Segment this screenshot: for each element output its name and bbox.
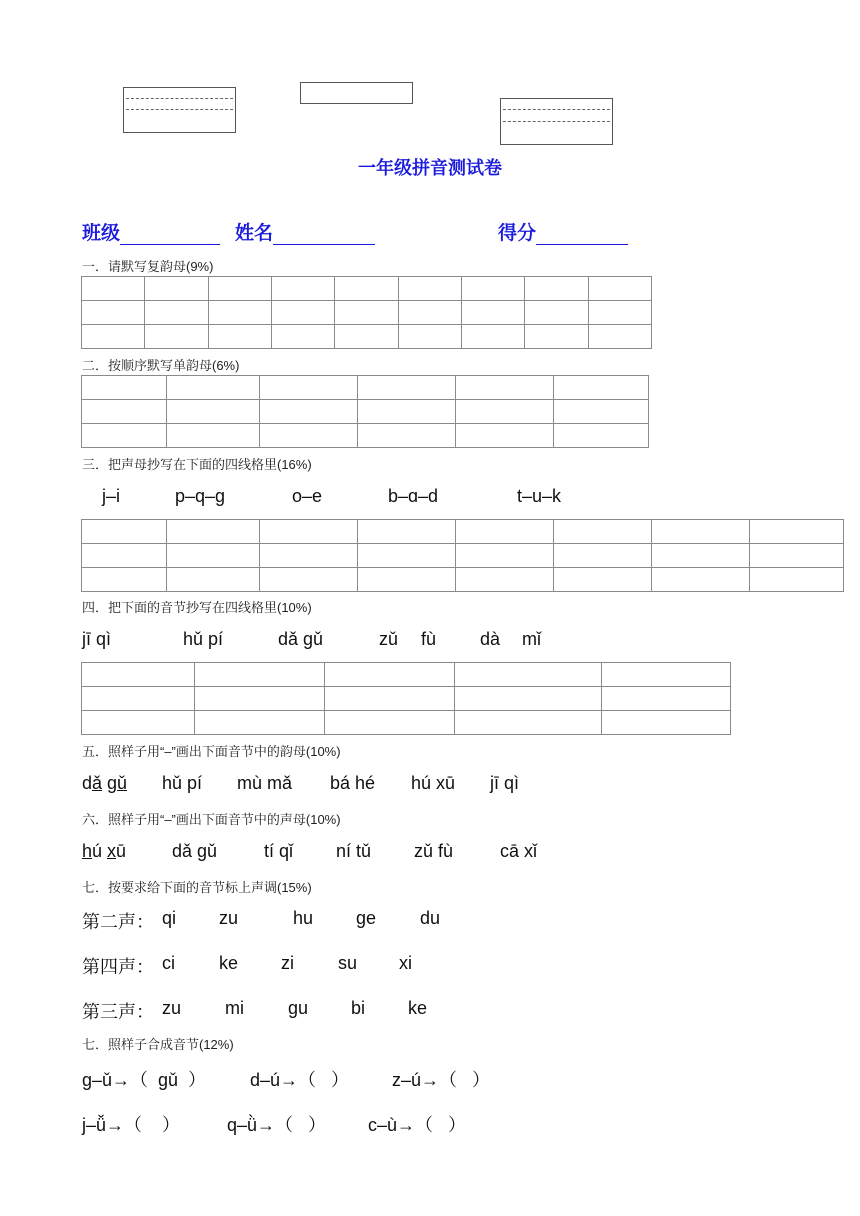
section-4-grid[interactable] [81, 662, 731, 735]
combine-item: q–ǜ→（ ） [227, 1115, 327, 1135]
syllable-item: bi [351, 998, 366, 1018]
syllable-item: jī qì [82, 629, 112, 649]
syllable-item: mi [225, 998, 244, 1018]
syllable-item: fù [421, 629, 437, 649]
syllable-item: hǔ pí [162, 773, 203, 793]
syllable-item: zi [281, 953, 294, 973]
syllable-item: ní tǔ [336, 841, 372, 861]
syllable-item: dà [480, 629, 501, 649]
section-1-heading: 一．请默写复韵母(9%) [82, 259, 214, 274]
page-title: 一年级拼音测试卷 [358, 158, 502, 178]
syllable-item: dǎ gǔ [172, 841, 218, 861]
combine-item: c–ù→（ ） [368, 1115, 467, 1135]
syllable-item: gu [288, 998, 309, 1018]
name-label: 姓名 [235, 223, 274, 244]
syllable-item: zǔ fù [414, 841, 454, 861]
section-6-heading: 六．照样子用“–”画出下面音节中的声母(10%) [82, 812, 341, 827]
blank-box-middle [300, 82, 413, 104]
combine-item: g–ǔ→（ gǔ ） [82, 1070, 207, 1090]
syllable-item: ke [219, 953, 239, 973]
tone-label: 第三声： [82, 1002, 154, 1022]
section-7-heading: 七．按要求给下面的音节标上声调(15%) [82, 880, 312, 895]
letters-item: o–e [292, 486, 323, 506]
section-5-heading: 五．照样子用“–”画出下面音节中的韵母(10%) [82, 744, 341, 759]
letters-item: j–i [102, 486, 121, 506]
section-3-heading: 三．把声母抄写在下面的四线格里(16%) [82, 457, 312, 472]
combine-item: z–ú→（ ） [392, 1070, 491, 1090]
section-1-grid[interactable] [81, 276, 652, 349]
combine-item: j–ǚ→（ ） [82, 1115, 181, 1135]
syllable-item: ke [408, 998, 428, 1018]
syllable-item: bá hé [330, 773, 376, 793]
syllable-item: ge [356, 908, 377, 928]
score-label: 得分 [498, 223, 537, 244]
syllable-item: zu [219, 908, 239, 928]
tone-label: 第四声： [82, 957, 154, 977]
four-line-box-right [500, 98, 613, 145]
class-field[interactable] [82, 218, 220, 245]
example-item: hú xū [82, 841, 127, 861]
syllable-item: zu [162, 998, 182, 1018]
syllable-item: cā xǐ [500, 841, 538, 861]
section-3-grid[interactable] [81, 519, 844, 592]
syllable-item: hǔ pí [183, 629, 224, 649]
syllable-item: mǐ [522, 629, 541, 649]
section-2-heading: 二．按顺序默写单韵母(6%) [82, 358, 240, 373]
combine-item: d–ú→（ ） [250, 1070, 350, 1090]
syllable-item: tí qǐ [264, 841, 294, 861]
syllable-item: mù mǎ [237, 773, 293, 793]
syllable-item: su [338, 953, 358, 973]
syllable-item: qi [162, 908, 177, 928]
letters-item: p–q–g [175, 486, 226, 506]
section-8-heading: 七．照样子合成音节(12%) [82, 1037, 234, 1052]
syllable-item: ci [162, 953, 175, 973]
section-2-grid[interactable] [81, 375, 649, 448]
syllable-item: du [420, 908, 441, 928]
tone-label: 第二声： [82, 912, 154, 932]
syllable-item: dǎ gǔ [278, 629, 324, 649]
letters-item: b–ɑ–d [388, 486, 439, 506]
name-field[interactable] [235, 218, 375, 245]
section-4-heading: 四．把下面的音节抄写在四线格里(10%) [82, 600, 312, 615]
syllable-item: hú xū [411, 773, 456, 793]
syllable-item: zǔ [379, 629, 399, 649]
four-line-box-left [123, 87, 236, 133]
combine-row-2 [82, 1111, 467, 1195]
class-label: 班级 [82, 223, 121, 244]
example-item: dǎ gǔ [82, 773, 128, 793]
syllable-item: hu [293, 908, 314, 928]
score-field[interactable] [498, 218, 628, 245]
letters-item: t–u–k [517, 486, 562, 506]
syllable-item: jī qì [490, 773, 520, 793]
syllable-item: xi [399, 953, 412, 973]
